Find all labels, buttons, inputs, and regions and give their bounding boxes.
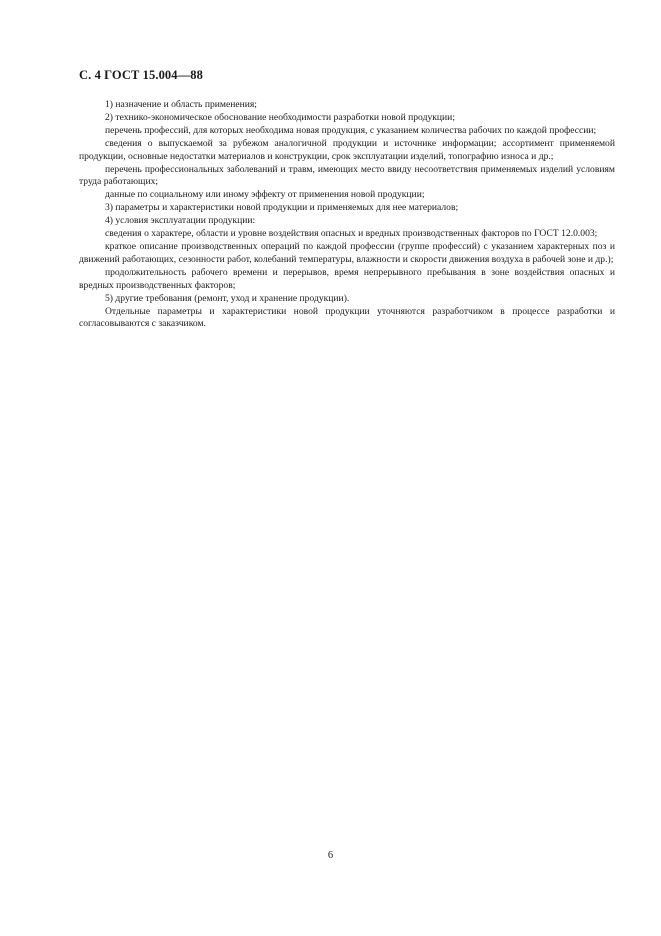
paragraph-working-time: продолжительность рабочего времени и перерывов, время непрерывного пребывания в зоне воздействия опасных и вредных производственных факторов; xyxy=(79,266,615,291)
paragraph-operations-description: краткое описание производственных операций по каждой профессии (группе профессий) с указанием характерных поз и движений работающих, сезонности работ, колебаний температуры, влажности и скорости движения воздуха в рабочей зоне и др.); xyxy=(79,240,615,265)
document-body xyxy=(79,99,615,331)
paragraph-occupational-diseases: перечень профессиональных заболеваний и травм, имеющих место ввиду несоответствия применяемых изделий условиям труда работающих; xyxy=(79,163,615,188)
paragraph-hazard-factors: сведения о характере, области и уровне воздействия опасных и вредных производственных факторов по ГОСТ 12.0.003; xyxy=(105,228,598,240)
paragraph-feasibility: 2) технико-экономическое обоснование необходимости разработки новой продукции; xyxy=(105,111,455,123)
paragraph-purpose: 1) назначение и область применения; xyxy=(105,99,257,110)
paragraph-parameters: 3) параметры и характеристики новой продукции и применяемых для нее материалов; xyxy=(105,202,459,214)
paragraph-other-requirements: 5) другие требования (ремонт, уход и хранение продукции). xyxy=(105,292,350,304)
paragraph-operating-conditions: 4) условия эксплуатации продукции: xyxy=(105,215,256,227)
paragraph-social-effect: данные по социальному или иному эффекту от применения новой продукции; xyxy=(105,189,425,201)
paragraph-refinement: Отдельные параметры и характеристики новой продукции уточняются разработчиком в процессе разработки и согласовываются с заказчиком. xyxy=(79,305,615,330)
page-header: С. 4 ГОСТ 15.004—88 xyxy=(79,68,203,82)
paragraph-foreign-analogs: сведения о выпускаемой за рубежом аналогичной продукции и источнике информации; ассортимент применяемой продукции, основные недостатки материалов и конструкции, срок эксплуатации изделий, топографию износа и др.; xyxy=(79,137,615,162)
page-number: 6 xyxy=(327,850,334,861)
paragraph-professions: перечень профессий, для которых необходима новая продукция, с указанием количества рабочих по каждой профессии; xyxy=(105,124,597,136)
